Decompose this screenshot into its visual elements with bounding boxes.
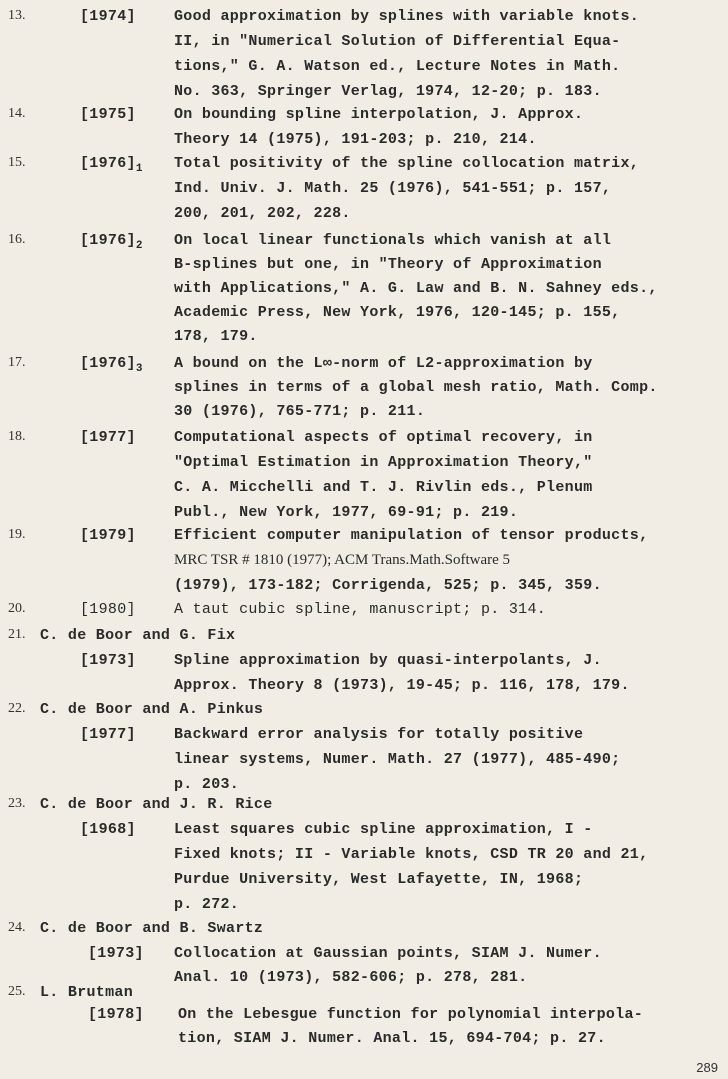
entry-author: C. de Boor and A. Pinkus xyxy=(40,701,264,718)
entry-author: L. Brutman xyxy=(40,984,134,1001)
entry-number: 23. xyxy=(8,796,26,811)
entry-number: 13. xyxy=(8,8,26,23)
entry-number: 18. xyxy=(8,429,26,444)
entry-line: On local linear functionals which vanish at all xyxy=(174,232,612,249)
entry-line: linear systems, Numer. Math. 27 (1977), 485-490; xyxy=(174,751,621,768)
entry-line: Collocation at Gaussian points, SIAM J. Numer. xyxy=(174,945,602,962)
entry-line: Approx. Theory 8 (1973), 19-45; p. 116, 178, 179. xyxy=(174,677,630,694)
entry-number: 14. xyxy=(8,106,26,121)
entry-line: Purdue University, West Lafayette, IN, 1968; xyxy=(174,871,584,888)
entry-year: [1973] xyxy=(88,945,144,962)
entry-author: C. de Boor and J. R. Rice xyxy=(40,796,273,813)
entry-line: (1979), 173-182; Corrigenda, 525; p. 345, 359. xyxy=(174,577,602,594)
entry-line: Backward error analysis for totally positive xyxy=(174,726,584,743)
entry-year: $[1976]_1$ xyxy=(80,155,143,175)
entry-author: C. de Boor and G. Fix xyxy=(40,627,236,644)
entry-line: p. 272. xyxy=(174,896,240,913)
entry-line: A bound on the L∞-norm of L2-approximation by xyxy=(174,355,593,372)
entry-number: 19. xyxy=(8,527,26,542)
entry-year: [1977] xyxy=(80,726,136,743)
entry-number: 16. xyxy=(8,232,26,247)
entry-number: 17. xyxy=(8,355,26,370)
entry-year: [1977] xyxy=(80,429,136,446)
entry-number: 20. xyxy=(8,601,26,616)
entry-line: B-splines but one, in "Theory of Approximation xyxy=(174,256,602,273)
entry-line: 30 (1976), 765-771; p. 211. xyxy=(174,403,426,420)
entry-number: 22. xyxy=(8,701,26,716)
entry-line: Fixed knots; II - Variable knots, CSD TR 20 and 21, xyxy=(174,846,649,863)
entry-number: 21. xyxy=(8,627,26,642)
entry-line: II, in "Numerical Solution of Differential Equa- xyxy=(174,33,621,50)
entry-year: $[1976]_2$ xyxy=(80,232,143,252)
entry-year: [1978] xyxy=(88,1006,144,1023)
entry-year: $[1976]_3$ xyxy=(80,355,143,375)
entry-line: tion, SIAM J. Numer. Anal. 15, 694-704; p. 27. xyxy=(178,1030,606,1047)
entry-year: [1980] xyxy=(80,601,136,618)
entry-line: with Applications," A. G. Law and B. N. Sahney eds., xyxy=(174,280,658,297)
entry-line: splines in terms of a global mesh ratio, Math. Comp. xyxy=(174,379,658,396)
entry-year: [1973] xyxy=(80,652,136,669)
entry-author: C. de Boor and B. Swartz xyxy=(40,920,264,937)
entry-number: 24. xyxy=(8,920,26,935)
entry-line: Spline approximation by quasi-interpolants, J. xyxy=(174,652,602,669)
entry-line: Computational aspects of optimal recovery, in xyxy=(174,429,593,446)
entry-line: Publ., New York, 1977, 69-91; p. 219. xyxy=(174,504,519,521)
entry-line: tions," G. A. Watson ed., Lecture Notes in Math. xyxy=(174,58,621,75)
entry-year: [1968] xyxy=(80,821,136,838)
entry-line: C. A. Micchelli and T. J. Rivlin eds., Plenum xyxy=(174,479,593,496)
entry-line: No. 363, Springer Verlag, 1974, 12-20; p. 183. xyxy=(174,83,602,100)
entry-line: MRC TSR # 1810 (1977); ACM Trans.Math.Software 5 xyxy=(174,552,511,568)
entry-line: Academic Press, New York, 1976, 120-145; p. 155, xyxy=(174,304,621,321)
entry-line: Efficient computer manipulation of tensor products, xyxy=(174,527,649,544)
entry-line: On the Lebesgue function for polynomial interpola- xyxy=(178,1006,644,1023)
entry-line: Theory 14 (1975), 191-203; p. 210, 214. xyxy=(174,131,537,148)
entry-year: [1979] xyxy=(80,527,136,544)
entry-number: 25. xyxy=(8,984,26,999)
entry-year: [1975] xyxy=(80,106,136,123)
entry-line: Ind. Univ. J. Math. 25 (1976), 541-551; p. 157, xyxy=(174,180,612,197)
entry-line: p. 203. xyxy=(174,776,240,793)
entry-line: On bounding spline interpolation, J. Approx. xyxy=(174,106,584,123)
entry-line: 178, 179. xyxy=(174,328,258,345)
page-number: 289 xyxy=(696,1060,718,1075)
entry-line: Total positivity of the spline collocation matrix, xyxy=(174,155,640,172)
entry-line: Least squares cubic spline approximation, I - xyxy=(174,821,593,838)
entry-line: A taut cubic spline, manuscript; p. 314. xyxy=(174,601,547,618)
entry-number: 15. xyxy=(8,155,26,170)
entry-line: 200, 201, 202, 228. xyxy=(174,205,351,222)
entry-line: Anal. 10 (1973), 582-606; p. 278, 281. xyxy=(174,969,528,986)
entry-line: "Optimal Estimation in Approximation Theory," xyxy=(174,454,593,471)
entry-line: Good approximation by splines with variable knots. xyxy=(174,8,640,25)
entry-year: [1974] xyxy=(80,8,136,25)
